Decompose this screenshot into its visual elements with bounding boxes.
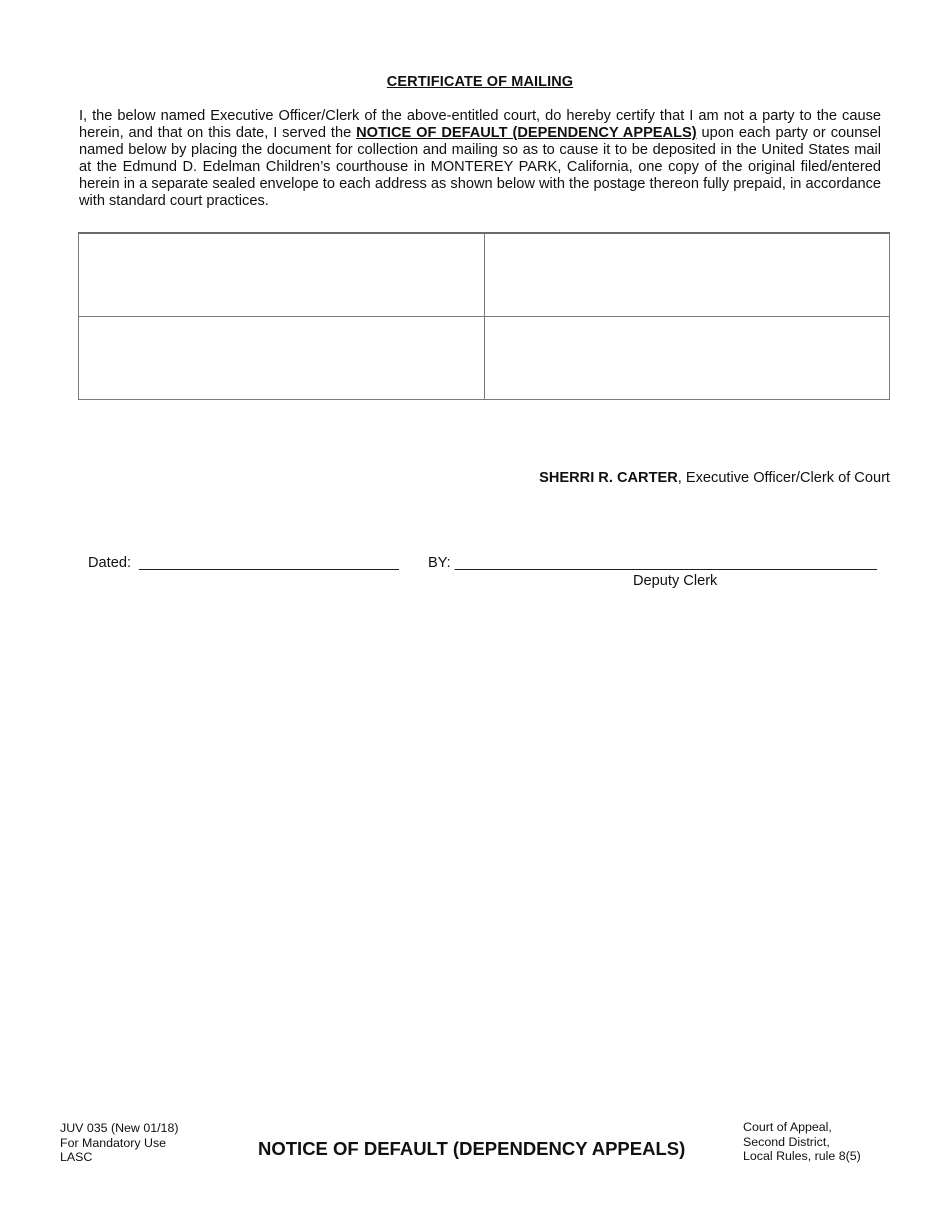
- form-id: JUV 035 (New 01/18): [60, 1121, 179, 1135]
- deputy-clerk-label: Deputy Clerk: [633, 573, 718, 589]
- clerk-signature-block: [539, 470, 890, 486]
- rule-reference: Local Rules, rule 8(5): [743, 1149, 861, 1163]
- dated-input-line[interactable]: ________________________________: [139, 555, 399, 571]
- address-row: [79, 317, 890, 400]
- by-signature-line[interactable]: ____________________________________________________: [454, 555, 877, 571]
- address-cell-1[interactable]: [79, 233, 485, 317]
- served-document-name: NOTICE OF DEFAULT (DEPENDENCY APPEALS): [356, 125, 697, 141]
- address-row: [79, 233, 890, 317]
- address-cell-4[interactable]: [484, 317, 890, 400]
- issuer-name: LASC: [60, 1150, 93, 1164]
- court-name: Court of Appeal,: [743, 1120, 832, 1134]
- footer-form-info: [60, 1121, 178, 1165]
- footer-rule-reference: [743, 1120, 861, 1164]
- certification-text-rest: upon each party or counsel named below by placing the document for collection and mailing so as to cause it to be deposited in the United States mail at the Edmund D. Edelman Children’s courthouse in MONTEREY PARK, California, one copy of the original filed/entered herein in a separate sealed envelope to each address as shown below with the postage thereon fully prepaid, in accordance with standard court practices.: [79, 125, 882, 209]
- by-label: BY:: [428, 555, 451, 571]
- certification-paragraph: [79, 108, 881, 210]
- address-cell-3[interactable]: [79, 317, 485, 400]
- address-cell-2[interactable]: [484, 233, 890, 317]
- dated-field: [88, 555, 399, 571]
- certification-text-intro: I, the below named Executive Officer/Clerk of the above-entitled court, do hereby certify that I am not a party to the cause herein, and that on this date, I served the: [79, 108, 881, 141]
- certificate-heading: CERTIFICATE OF MAILING: [386, 74, 574, 90]
- clerk-name: SHERRI R. CARTER: [539, 470, 678, 486]
- by-field: [428, 555, 877, 571]
- footer-document-title: NOTICE OF DEFAULT (DEPENDENCY APPEALS): [258, 1138, 686, 1159]
- clerk-title: , Executive Officer/Clerk of Court: [677, 470, 890, 486]
- district-name: Second District,: [743, 1134, 830, 1149]
- dated-label: Dated:: [88, 555, 131, 571]
- mailing-address-table: [78, 232, 890, 400]
- mandatory-use-note: For Mandatory Use: [60, 1135, 167, 1150]
